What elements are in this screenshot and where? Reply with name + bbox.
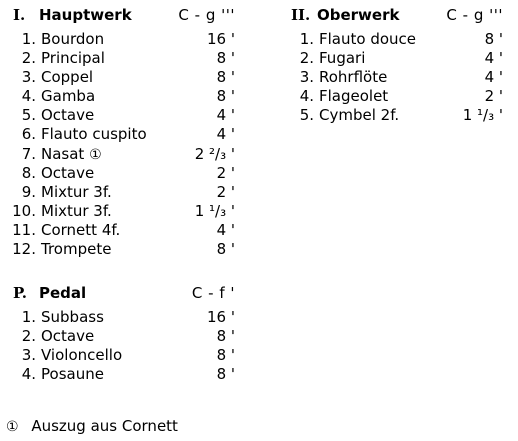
stop-name-cell (41, 87, 95, 106)
stop-row (0, 49, 240, 68)
stop-name-cell (41, 183, 112, 202)
stop-number: 1. (21, 30, 36, 48)
stop-name-cell (41, 240, 111, 259)
stop-number: 3. (299, 68, 314, 87)
stop-name-cell (319, 49, 365, 68)
stop-pitch: 8 ' (216, 49, 235, 68)
footnote-text: Auszug aus Cornett (31, 417, 178, 435)
footnote-marker: ① (6, 419, 19, 435)
division-numeral: II. (291, 6, 311, 24)
stop-name: Flauto cuspito (41, 125, 147, 144)
stop-row (278, 30, 508, 49)
compass-range: C - g ''' (178, 6, 235, 24)
stop-name: Nasat (41, 144, 85, 163)
stop-number: 4. (21, 365, 36, 384)
stop-name-cell (319, 106, 399, 125)
stop-name-cell (41, 49, 105, 68)
stop-pitch: 1 ¹/₃ ' (194, 201, 235, 220)
stop-pitch: 8 ' (216, 365, 235, 384)
stop-name: Mixtur 3f. (41, 201, 112, 220)
stop-name-cell (41, 365, 104, 384)
stop-number: 9. (21, 182, 36, 201)
stop-name-cell (319, 68, 387, 87)
stop-name-cell (41, 221, 120, 240)
division-numeral: I. (13, 6, 26, 24)
stop-number: 4. (299, 87, 314, 106)
stop-row (278, 106, 508, 125)
stop-name: Octave (41, 163, 95, 182)
division-hauptwerk (0, 6, 240, 259)
division-pedal (0, 284, 240, 384)
stop-name: Principal (41, 49, 105, 68)
stop-row (0, 308, 240, 327)
stop-number: 10. (12, 201, 36, 220)
stop-pitch: 4 ' (484, 49, 503, 68)
stop-number: 1. (21, 308, 36, 326)
stop-list (0, 308, 240, 384)
stop-number: 12. (12, 240, 36, 259)
stop-name-cell (41, 202, 112, 221)
division-header (278, 6, 508, 25)
stop-row (0, 106, 240, 125)
stop-number: 1. (299, 30, 314, 48)
stop-name: Octave (41, 106, 95, 125)
stop-number: 8. (21, 163, 36, 182)
stop-name-cell (41, 327, 94, 346)
stop-name-cell (41, 308, 104, 327)
stop-name-cell (41, 106, 94, 125)
stop-row (0, 202, 240, 221)
stop-pitch: 4 ' (216, 220, 235, 239)
stop-pitch: 16 ' (207, 308, 235, 326)
stop-row (0, 164, 240, 183)
stop-number: 3. (21, 68, 36, 87)
stop-row (0, 346, 240, 365)
stop-name: Flauto douce (319, 30, 417, 48)
compass-range: C - f ' (191, 284, 235, 302)
stop-number: 6. (21, 125, 36, 144)
stop-pitch: 8 ' (216, 87, 235, 106)
stop-row (0, 68, 240, 87)
division-name: Pedal (39, 284, 87, 302)
stop-pitch: 2 ' (216, 182, 235, 201)
division-name: Oberwerk (317, 6, 400, 24)
stop-pitch: 4 ' (216, 106, 235, 125)
stop-row (0, 183, 240, 202)
stop-pitch: 8 ' (216, 68, 235, 87)
stop-row (278, 87, 508, 106)
stop-name: Mixtur 3f. (41, 182, 112, 201)
stop-number: 2. (21, 49, 36, 68)
stop-pitch: 2 ' (484, 87, 503, 106)
stop-name-cell (41, 68, 93, 87)
stop-pitch: 8 ' (216, 346, 235, 365)
stop-list (0, 30, 240, 259)
stop-number: 2. (299, 49, 314, 68)
division-numeral: P. (13, 284, 28, 302)
stop-number: 3. (21, 346, 36, 365)
footnote-ref: ① (89, 146, 102, 163)
stop-name: Fugari (319, 49, 366, 68)
stop-row (0, 87, 240, 106)
stop-name: Rohrflöte (319, 68, 388, 87)
stop-number: 2. (21, 327, 36, 346)
stop-name: Flageolet (319, 87, 389, 106)
stop-pitch: 16 ' (207, 30, 235, 48)
stop-name: Violoncello (41, 346, 123, 365)
stop-row (278, 68, 508, 87)
compass-range: C - g ''' (446, 6, 503, 24)
stop-row (0, 221, 240, 240)
stop-row (278, 49, 508, 68)
stop-name-cell (41, 145, 102, 165)
stop-row (0, 30, 240, 49)
stop-name-cell (41, 164, 94, 183)
stop-row (0, 327, 240, 346)
stop-name-cell (319, 87, 388, 106)
stop-pitch: 2 ²/₃ ' (194, 144, 235, 163)
stop-pitch: 2 ' (216, 163, 235, 182)
stop-pitch: 8 ' (484, 30, 503, 48)
division-header (0, 6, 240, 25)
stop-name: Trompete (41, 240, 112, 259)
stop-pitch: 4 ' (216, 125, 235, 144)
stop-row (0, 240, 240, 259)
division-header (0, 284, 240, 303)
stop-name: Cornett 4f. (41, 220, 121, 239)
stop-pitch: 8 ' (216, 240, 235, 259)
stop-name: Bourdon (41, 30, 105, 48)
stop-pitch: 4 ' (484, 68, 503, 87)
stop-name: Gamba (41, 87, 96, 106)
stop-name-cell (41, 346, 122, 365)
stop-row (0, 365, 240, 384)
stop-number: 4. (21, 87, 36, 106)
stop-name: Subbass (41, 308, 104, 326)
stop-name-cell (41, 125, 147, 144)
stop-name: Coppel (41, 68, 94, 87)
stop-list (278, 30, 508, 125)
stop-number: 11. (12, 220, 36, 239)
stop-name-cell (41, 30, 104, 49)
division-name: Hauptwerk (39, 6, 132, 24)
stop-number: 7. (21, 144, 36, 163)
stop-number: 5. (21, 106, 36, 125)
stop-pitch: 8 ' (216, 327, 235, 346)
stop-number: 5. (299, 106, 314, 125)
stop-pitch: 1 ¹/₃ ' (462, 106, 503, 125)
stop-name: Cymbel 2f. (319, 106, 400, 125)
stop-name: Octave (41, 327, 95, 346)
footnote (6, 416, 178, 437)
stop-row (0, 125, 240, 144)
stop-name: Posaune (41, 365, 104, 384)
stop-name-cell (319, 30, 416, 49)
division-oberwerk (278, 6, 508, 125)
stop-row (0, 145, 240, 164)
